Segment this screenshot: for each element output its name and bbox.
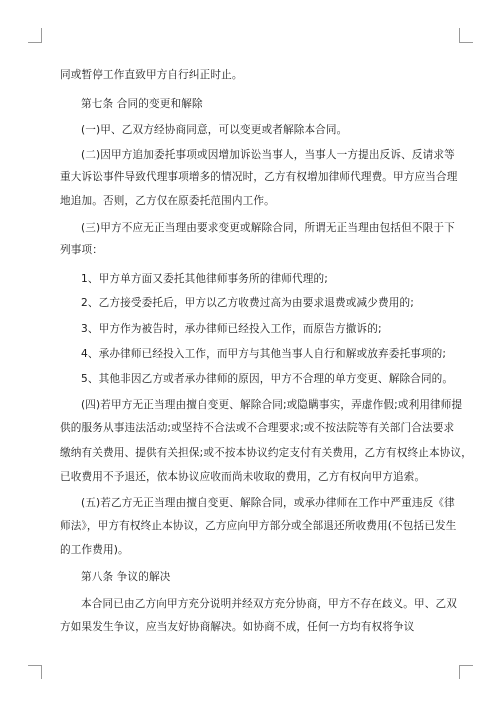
paragraph-line: 已收费用不予退还，依本协议应收而尚未收取的费用，乙方有权向甲方追索。	[60, 471, 426, 483]
paragraph-line: (四)若甲方无正当理由擅自变更、解除合同;或隐瞒事实，弄虚作假;或利用律师提	[81, 399, 463, 411]
paragraph-line: 本合同已由乙方向甲方充分说明并经双方充分协商，甲方不存在歧义。甲、乙双	[81, 598, 458, 610]
paragraph-line: (五)若乙方无正当理由擅自变更、解除合同，或承办律师在工作中严重违反《律	[81, 497, 455, 509]
section-heading: 第七条 合同的变更和解除	[81, 98, 203, 110]
paragraph-line: 列事项：	[60, 244, 103, 256]
paragraph-line: 同或暂停工作直致甲方自行纠正时止。	[60, 69, 243, 81]
paragraph-line: 的工作费用)。	[60, 544, 129, 556]
list-item: 2、乙方接受委托后，甲方以乙方收费过高为由要求退费或减少费用的;	[81, 297, 414, 309]
paragraph-line: (一)甲、乙双方经协商同意，可以变更或者解除本合同。	[81, 124, 348, 136]
paragraph-line: (三)甲方不应无正当理由要求变更或解除合同，所谓无正当理由包括但不限于下	[81, 222, 455, 234]
paragraph-line: (二)因甲方追加委托事项或因增加诉讼当事人，当事人一方提出反诉、反请求等	[81, 149, 455, 161]
paragraph-line: 重大诉讼事件导致代理事项增多的情况时，乙方有权增加律师代理费。甲方应当合理	[60, 171, 458, 183]
paragraph-line: 供的服务从事违法活动;或坚持不合法或不合理要求;或不按法院等有关部门合法要求	[60, 422, 455, 434]
paragraph-line: 师法》，甲方有权终止本协议，乙方应向甲方部分或全部退还所收费用(不包括已发生	[60, 520, 457, 532]
paragraph-line: 缴纳有关费用、提供有关担保;或不按本协议约定支付有关费用，乙方有权终止本协议，	[60, 447, 472, 459]
paragraph-line: 地追加。否则，乙方仅在原委托范围内工作。	[60, 195, 275, 207]
list-item: 4、承办律师已经投入工作，而甲方与其他当事人自行和解或放弃委托事项的;	[81, 348, 447, 360]
list-item: 3、甲方作为被告时，承办律师已经投入工作，而原告方撤诉的;	[81, 323, 382, 335]
paragraph-line: 方如果发生争议，应当友好协商解决。如协商不成，任何一方均有权将争议	[60, 621, 415, 633]
list-item: 5、其他非因乙方或者承办律师的原因，甲方不合理的单方变更、解除合同的。	[81, 373, 454, 385]
list-item: 1、甲方单方面又委托其他律师事务所的律师代理的;	[81, 273, 328, 285]
section-heading: 第八条 争议的解决	[81, 571, 171, 583]
